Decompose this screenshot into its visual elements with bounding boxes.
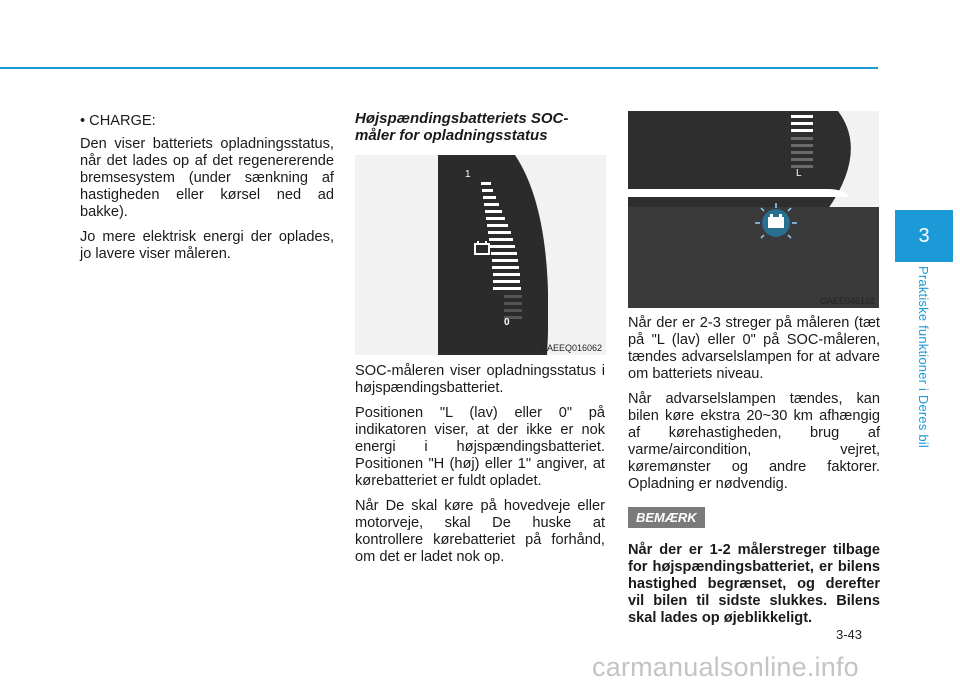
soc-intro: SOC-måleren viser opladningsstatus i højspændingsbatteriet.: [355, 363, 605, 396]
figure-code: OAEEQ016062: [539, 343, 602, 353]
gauge-l-marker: L: [796, 168, 802, 179]
charge-description: Den viser batteriets opladningsstatus, når det lades op af det regenererende bremsesystem (under sænkning af hastigheden eller kørsel ned ad bakke).: [80, 136, 334, 220]
watermark: carmanualsonline.info: [592, 652, 859, 682]
chapter-tab: [895, 210, 953, 262]
note-badge: BEMÆRK: [628, 507, 705, 528]
page-number: 3-43: [836, 627, 863, 642]
warning-range-text: Når advarselslampen tændes, kan bilen køre ekstra 20~30 km afhængig af kørehastigheden, brug af varme/aircondition, vejret, køremønster og andre faktorer. Opladning er nødvendig.: [628, 391, 880, 492]
column-right: [628, 315, 880, 635]
chapter-title: Praktiske funktioner i Deres bil: [916, 266, 931, 448]
header-rule: [0, 67, 878, 69]
column-left: [80, 113, 334, 271]
charge-note: Jo mere elektrisk energi der oplades, jo lavere viser måleren.: [80, 229, 334, 262]
warning-lamp-text: Når der er 2-3 streger på måleren (tæt på "L (lav) eller 0" på SOC-måleren, tændes advarselslampen for at advare om batteriets niveau.: [628, 315, 880, 382]
figure-code: OAEE046102: [819, 296, 875, 306]
soc-gauge-figure: [355, 155, 606, 355]
chapter-number: 3: [918, 225, 930, 247]
soc-highway-advice: Når De skal køre på hovedveje eller motorveje, skal De huske at kontrollere kørebatteriet på forhånd, om det er ladet nok op.: [355, 498, 605, 565]
gauge-low-marker: 0: [504, 317, 510, 328]
soc-gauge-illustration: [355, 155, 606, 355]
warning-gauge-illustration: [628, 111, 879, 308]
note-text: Når der er 1-2 målerstreger tilbage for højspændingsbatteriet, er bilens hastighed begrænset, og derefter vil bilen til sidste slukkes. Bilens skal lades op øjeblikkeligt.: [628, 542, 880, 626]
section-heading: Højspændingsbatteriets SOC-måler for opladningsstatus: [355, 110, 569, 144]
warning-gauge-figure: [628, 111, 879, 308]
soc-positions: Positionen "L (lav) eller 0" på indikatoren viser, at der ikke er nok energi i højspændingsbatteriet. Positionen "H (høj) eller 1" angiver, at kørebatteriet er fuldt opladet.: [355, 405, 605, 489]
bullet-charge: • CHARGE:: [80, 113, 156, 129]
column-middle-text: [355, 363, 605, 574]
gauge-high-marker: 1: [465, 169, 471, 180]
